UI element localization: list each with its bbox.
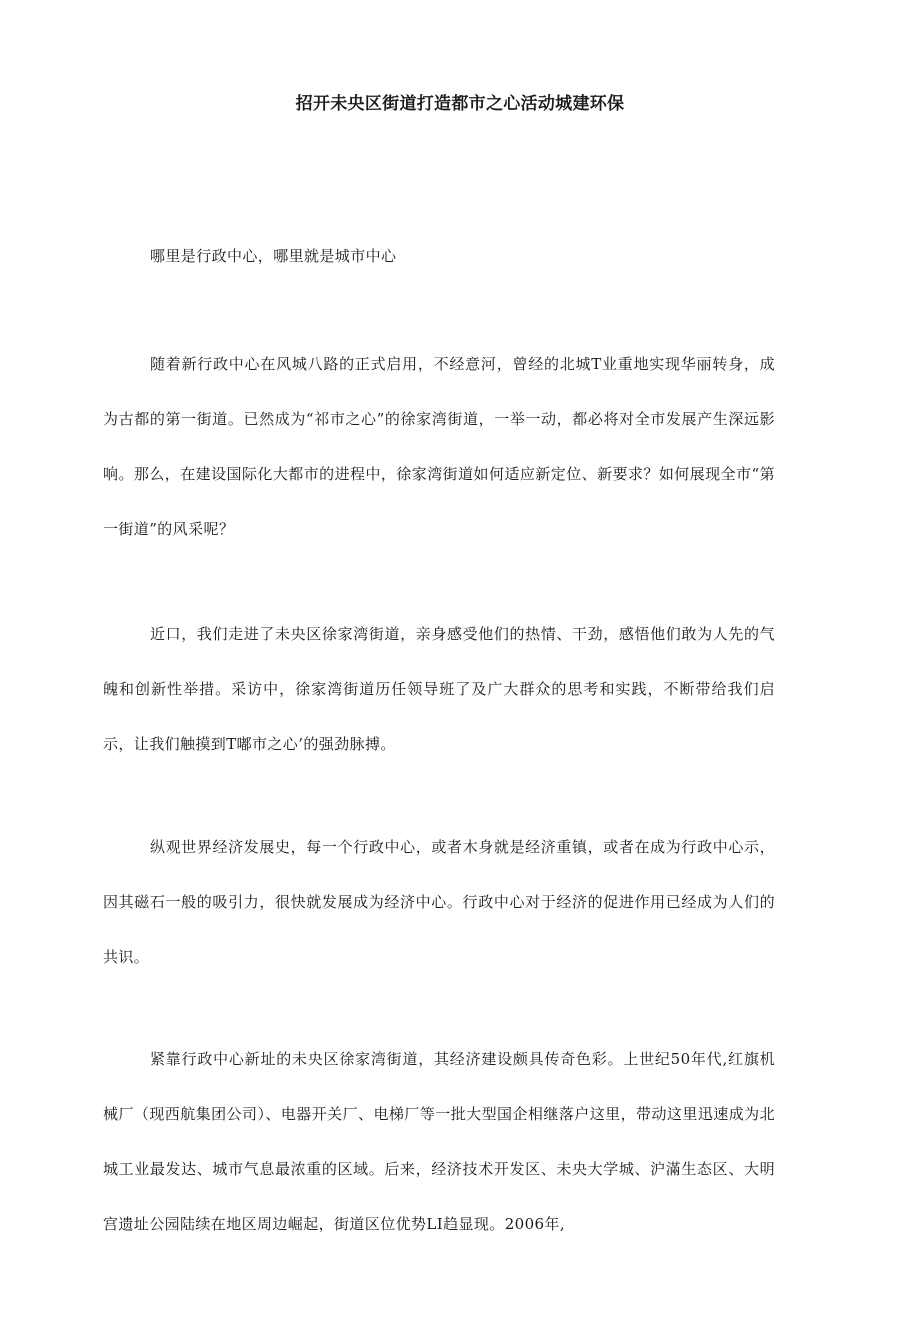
paragraph-5: 紧靠行政中心新址的未央区徐家湾街道，其经济建设颇具传奇色彩。上世纪50年代,红旗机械厂（现西航集团公司）、电器开关厂、电梯厂等一批大型国企相继落户这里，带动这里迅速成为北城工业最发达、城市气息最浓重的区域。后来，经济技术开发区、未央大学城、沪滿生态区、大明宫遗址公园陆续在地区周边崛起，街道区位优势LI趋显现。2006年, bbox=[103, 1050, 775, 1233]
paragraph-2: 随着新行政中心在风城八路的正式启用，不经意河，曾经的北城T业重地实现华丽转身，成为古都的第一街道。已然成为“祁市之心”的徐家湾街道，一举一动，都必将对全市发展产生深远影响。那么，在建设国际化大都市的进程中，徐家湾街道如何适应新定位、新要求？如何展现全市“第一街道”的风采呢？ bbox=[103, 355, 775, 538]
paragraph-4: 纵观世界经济发展史，每一个行政中心，或者木身就是经济重镇，或者在成为行政中心示，因其磁石一般的吸引力，很快就发展成为经济中心。行政中心对于经济的促进作用已经成为人们的共识。 bbox=[103, 838, 775, 966]
paragraph-3: 近口，我们走进了未央区徐家湾街道，亲身感受他们的热情、干劲，感悟他们敢为人先的气魄和创新性举措。采访中，徐家湾街道历任领导班了及广大群众的思考和实践，不断带给我们启示，让我们触摸到T嘟市之心’的强劲脉搏。 bbox=[103, 625, 775, 753]
paragraph-1: 哪里是行政中心，哪里就是城市中心 bbox=[150, 247, 397, 265]
document-title: 招开未央区街道打造都市之心活动城建环保 bbox=[295, 94, 625, 114]
